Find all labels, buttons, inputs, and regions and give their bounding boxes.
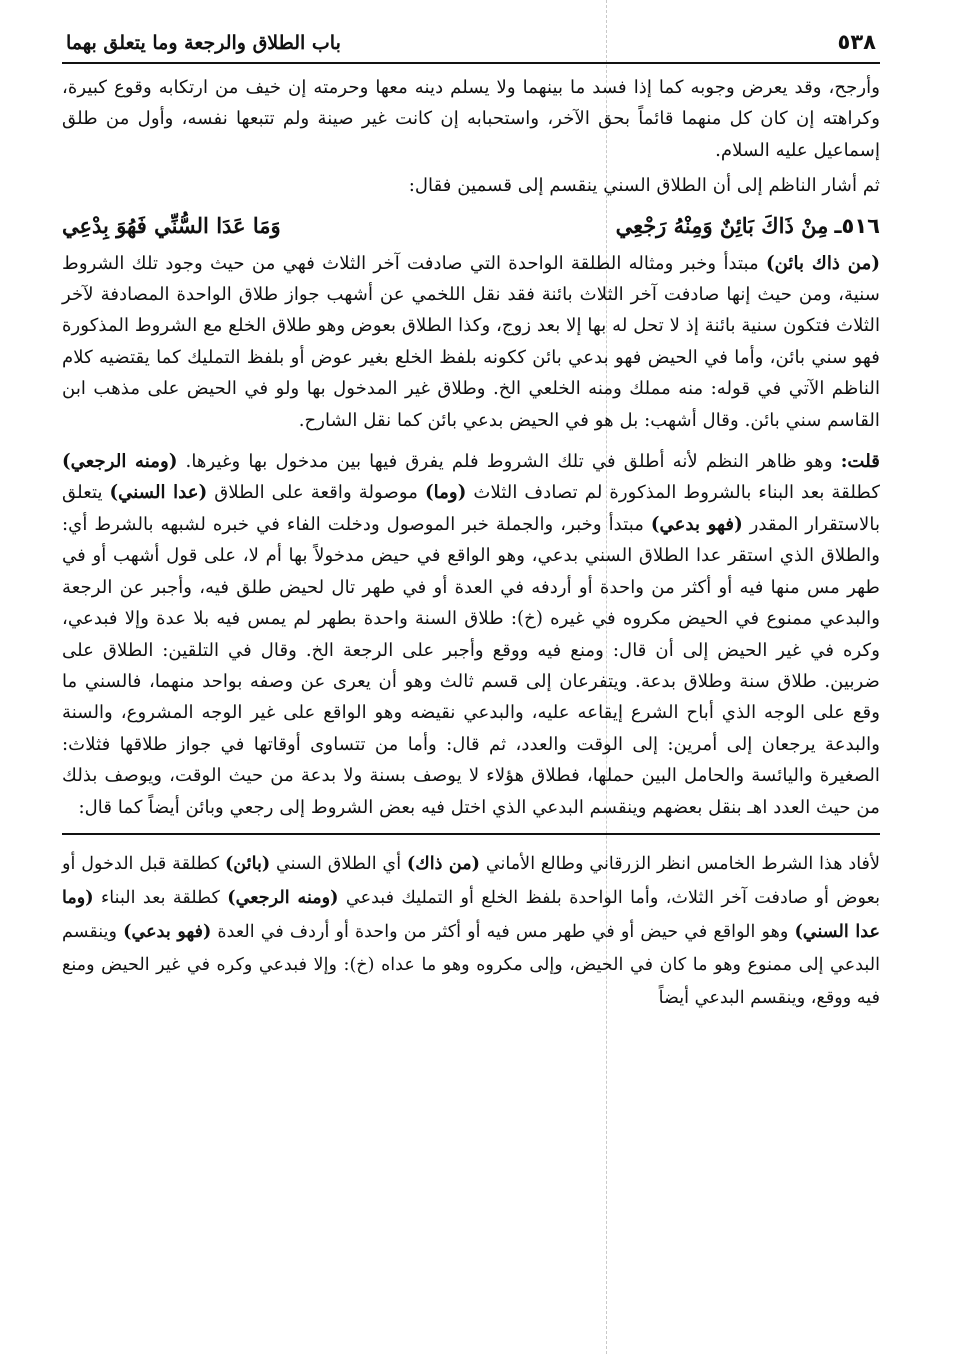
commentary-keyword: (من ذاك بائن) — [765, 252, 880, 274]
footnote-text: أي الطلاق السني — [270, 853, 407, 874]
qult-keyword: (فهو بدعي) — [650, 513, 743, 535]
qult-text: يتعلق بالاستقرار المقدر — [62, 482, 881, 535]
qult-paragraph — [62, 446, 880, 823]
verse-number: ٥١٦ـ — [834, 213, 880, 238]
verse-line — [62, 208, 880, 244]
footnote-keyword: (من ذاك) — [406, 852, 480, 874]
qult-text: كطلقة بعد البناء بالشروط المذكورة لم تصادف الثلاث — [466, 482, 880, 504]
qult-label: قلت: — [840, 451, 880, 473]
qult-keyword: (وما) — [425, 482, 467, 504]
verse-second-half: وَمَا عَدَا السُّنِّي فَهُوَ بِدْعِي — [61, 212, 281, 238]
footnote-text: وينقسم البدعي إلى ممنوع وهو ما كان في الحيض، وإلى مكروه وهو ما عداه (خ): وإلا فبدعي وكره في غير الحيض ومنع فيه ووقع، وينقسم البدعي أيضاً — [62, 921, 880, 1008]
footnote-text: كطلقة بعد البناء — [93, 887, 228, 908]
footnote-paragraph — [62, 847, 880, 1015]
commentary-paragraph — [62, 248, 880, 436]
footnote-text: لأفاد هذا الشرط الخامس انظر الزرقاني وطالع الأماني — [479, 853, 880, 874]
commentary-text: مبتدأ وخبر ومثاله الطلقة الواحدة التي صادفت آخر الثلاث فهي من حيث وجود تلك الشروط سنية، ومن حيث إنها صادفت آخر الثلاث بائنة فقد نقل اللخمي عن أشهب جواز طلاق الواحدة المصادفة لآخر الثلاث فتكون سنية بائنة إذ لا تحل له بها إلا بعد زوج، وكذا الطلاق بعوض وهو طلاق الخلع مع الشروط المذكورة فهو سني بائن، وأما في الحيض فهو بدعي بائن ككونه بلفظ الخلع بغير عوض أو بلفظ التمليك كما يقتضيه كلام الناظم الآتي في قوله: منه مملك ومنه الخلعي الخ. وطلاق غير المدخول بها ولو في الحيض على مذهب ابن القاسم سني بائن. وقال أشهب: بل هو في الحيض بدعي بائن كما نقل الشارح. — [62, 252, 880, 431]
footnote-divider — [62, 833, 880, 835]
footnote-keyword: (بائن) — [224, 852, 271, 874]
footnote-text: كطلقة قبل الدخول أو بعوض أو صادفت آخر الثلاث، وأما الواحدة بلفظ الخلع أو التمليك فبدعي — [62, 853, 881, 908]
qult-text: مبتدأ وخبر، والجملة خبر الموصول ودخلت الفاء في خبره لشبهه بالشرط أي: والطلاق الذي استقر عدا الطلاق السني بدعي، وهو الواقع في حيض مدخولاً بها أم لا، على قول أشهب أو في طهر مس منها فيه أو أكثر من واحدة أو أردفه في العدة أو في طهر تال لحيض طلق فيه، وأجبر عن الرجعة والبدعي ممنوع في الحيض مكروه في غيره (خ): طلاق السنة واحدة بطهر لم يمس فيه بلا عدة وإلا فبدعي، وكره في غير الحيض إلى أن قال: ومنع فيه ووقع وأجبر على الرجعة الخ. وقال في التلقين: الطلاق على ضربين. طلاق سنة وطلاق بدعة. ويتفرعان إلى قسم ثالث وهو أن يعرى عن وصفه بواحد منهما، فالسني ما وقع على الوجه الذي أباح الشرع إيقاعه عليه، والبدعي نقيضه وهو الواقع على غير الوجه المشروع، والسنة والبدعة يرجعان إلى أمرين: إلى الوقت والعدد، ثم قال: وأما من تتساوى أوقاتها في جواز طلاقها فثلاث: الصغيرة واليائسة والحامل البين حملها، فطلاق هؤلاء لا يوصف بسنة ولا بدعة من حيث الوقت، ويوصف بذلك من حيث العدد اهـ بنقل بعضهم وينقسم البدعي الذي اختل فيه بعض الشروط إلى رجعي وبائن أيضاً كما قال: — [62, 513, 880, 818]
verse-first-half: مِنْ ذَاكَ بَائِنٌ وَمِنْهُ رَجْعِي — [615, 212, 829, 238]
footnote-keyword: (ومنه الرجعي) — [227, 886, 339, 908]
qult-keyword: (عدا السني) — [109, 482, 208, 504]
qult-text: موصولة واقعة على الطلاق — [207, 482, 426, 504]
book-page — [62, 30, 880, 1015]
page-number: ٥٣٨ — [837, 30, 876, 54]
footnote-keyword: (فهو بدعي) — [123, 920, 212, 942]
lead-line: ثم أشار الناظم إلى أن الطلاق السني ينقسم إلى قسمين فقال: — [408, 175, 880, 197]
intro-paragraph: وأرجح، وقد يعرض وجوبه كما إذا فسد ما بينهما ولا يسلم دينه معها وحرمته إن خيف من ارتكابه وقوع كبيرة، وكراهته إن كان كل منهما قائماً بحق الآخر، واستحبابه إن كانت غير صينة ولم تتبعها نفسه، وأول من طلق إسماعيل عليه السلام. — [62, 77, 880, 161]
qult-keyword: (ومنه الرجعي) — [62, 451, 178, 473]
qult-text: وهو ظاهر النظم لأنه أطلق في تلك الشروط فلم يفرق فيها بين مدخول بها وغيرها. — [177, 451, 841, 473]
chapter-title: باب الطلاق والرجعة وما يتعلق بهما — [66, 32, 341, 54]
page-header — [62, 30, 880, 64]
footnote-text: وهو الواقع في حيض أو في طهر مس فيه أو أكثر من واحدة أو أردف في العدة — [211, 921, 795, 942]
footnote-keyword: (وما عدا السني) — [62, 886, 880, 942]
